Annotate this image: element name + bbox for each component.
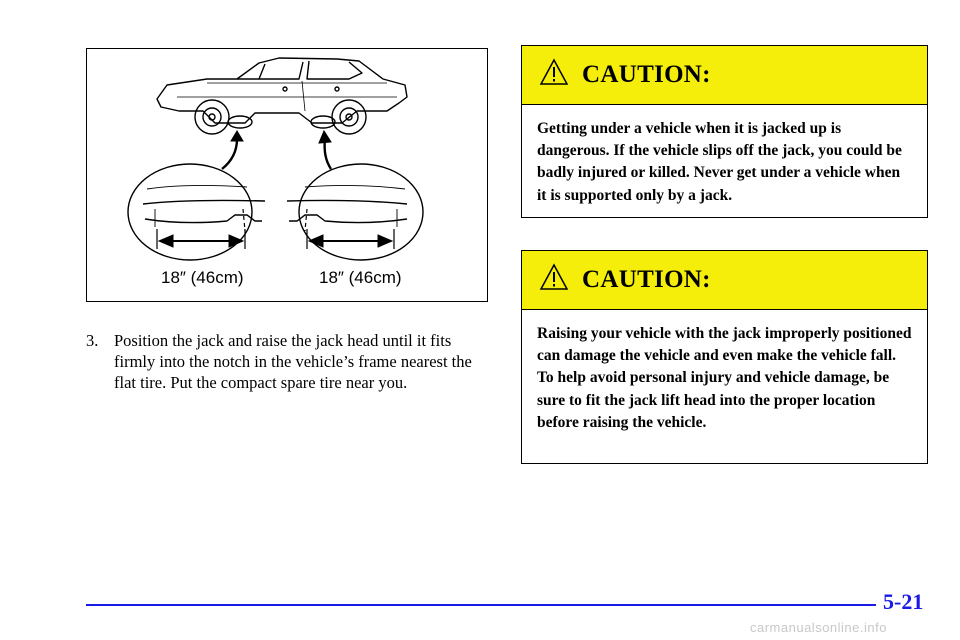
caution-text: Getting under a vehicle when it is jacked up is dangerous. If the vehicle slips off the jack, you could be badly injured or killed. Never get under a vehicle when it is supported only by a jack. [537, 120, 902, 204]
footer-rule [86, 604, 876, 606]
page-number: 5-21 [883, 589, 924, 614]
jacking-diagram [86, 48, 488, 302]
rear-jack-point [311, 116, 335, 128]
left-dimension-label: 18″ (46cm) [161, 268, 244, 287]
car-jack-illustration [87, 49, 487, 301]
caution-header [522, 46, 927, 105]
car-body [157, 58, 407, 123]
caution-text: Raising your vehicle with the jack improperly positioned can damage the vehicle and even make the vehicle fall. To help avoid personal injury and vehicle damage, be sure to fit the jack lift head into the proper location before raising the vehicle. [537, 325, 912, 431]
front-jack-point [228, 116, 252, 128]
right-dimension-label: 18″ (46cm) [319, 268, 402, 287]
caution-title: CAUTION: [582, 61, 711, 88]
caution-box-1 [521, 45, 928, 218]
caution-box-2 [521, 250, 928, 464]
caution-header [522, 251, 927, 310]
step-3 [86, 330, 496, 393]
step-number: 3. [86, 331, 99, 350]
right-detail-oval [299, 164, 423, 260]
warning-triangle-icon [539, 58, 569, 86]
front-wheel [195, 100, 229, 134]
step-text: Position the jack and raise the jack head until it fits firmly into the notch in the vehicle’s frame nearest the flat tire. Put the compact spare tire near you. [114, 331, 472, 392]
warning-triangle-icon [539, 263, 569, 291]
caution-title: CAUTION: [582, 266, 711, 293]
watermark: carmanualsonline.info [750, 620, 887, 635]
